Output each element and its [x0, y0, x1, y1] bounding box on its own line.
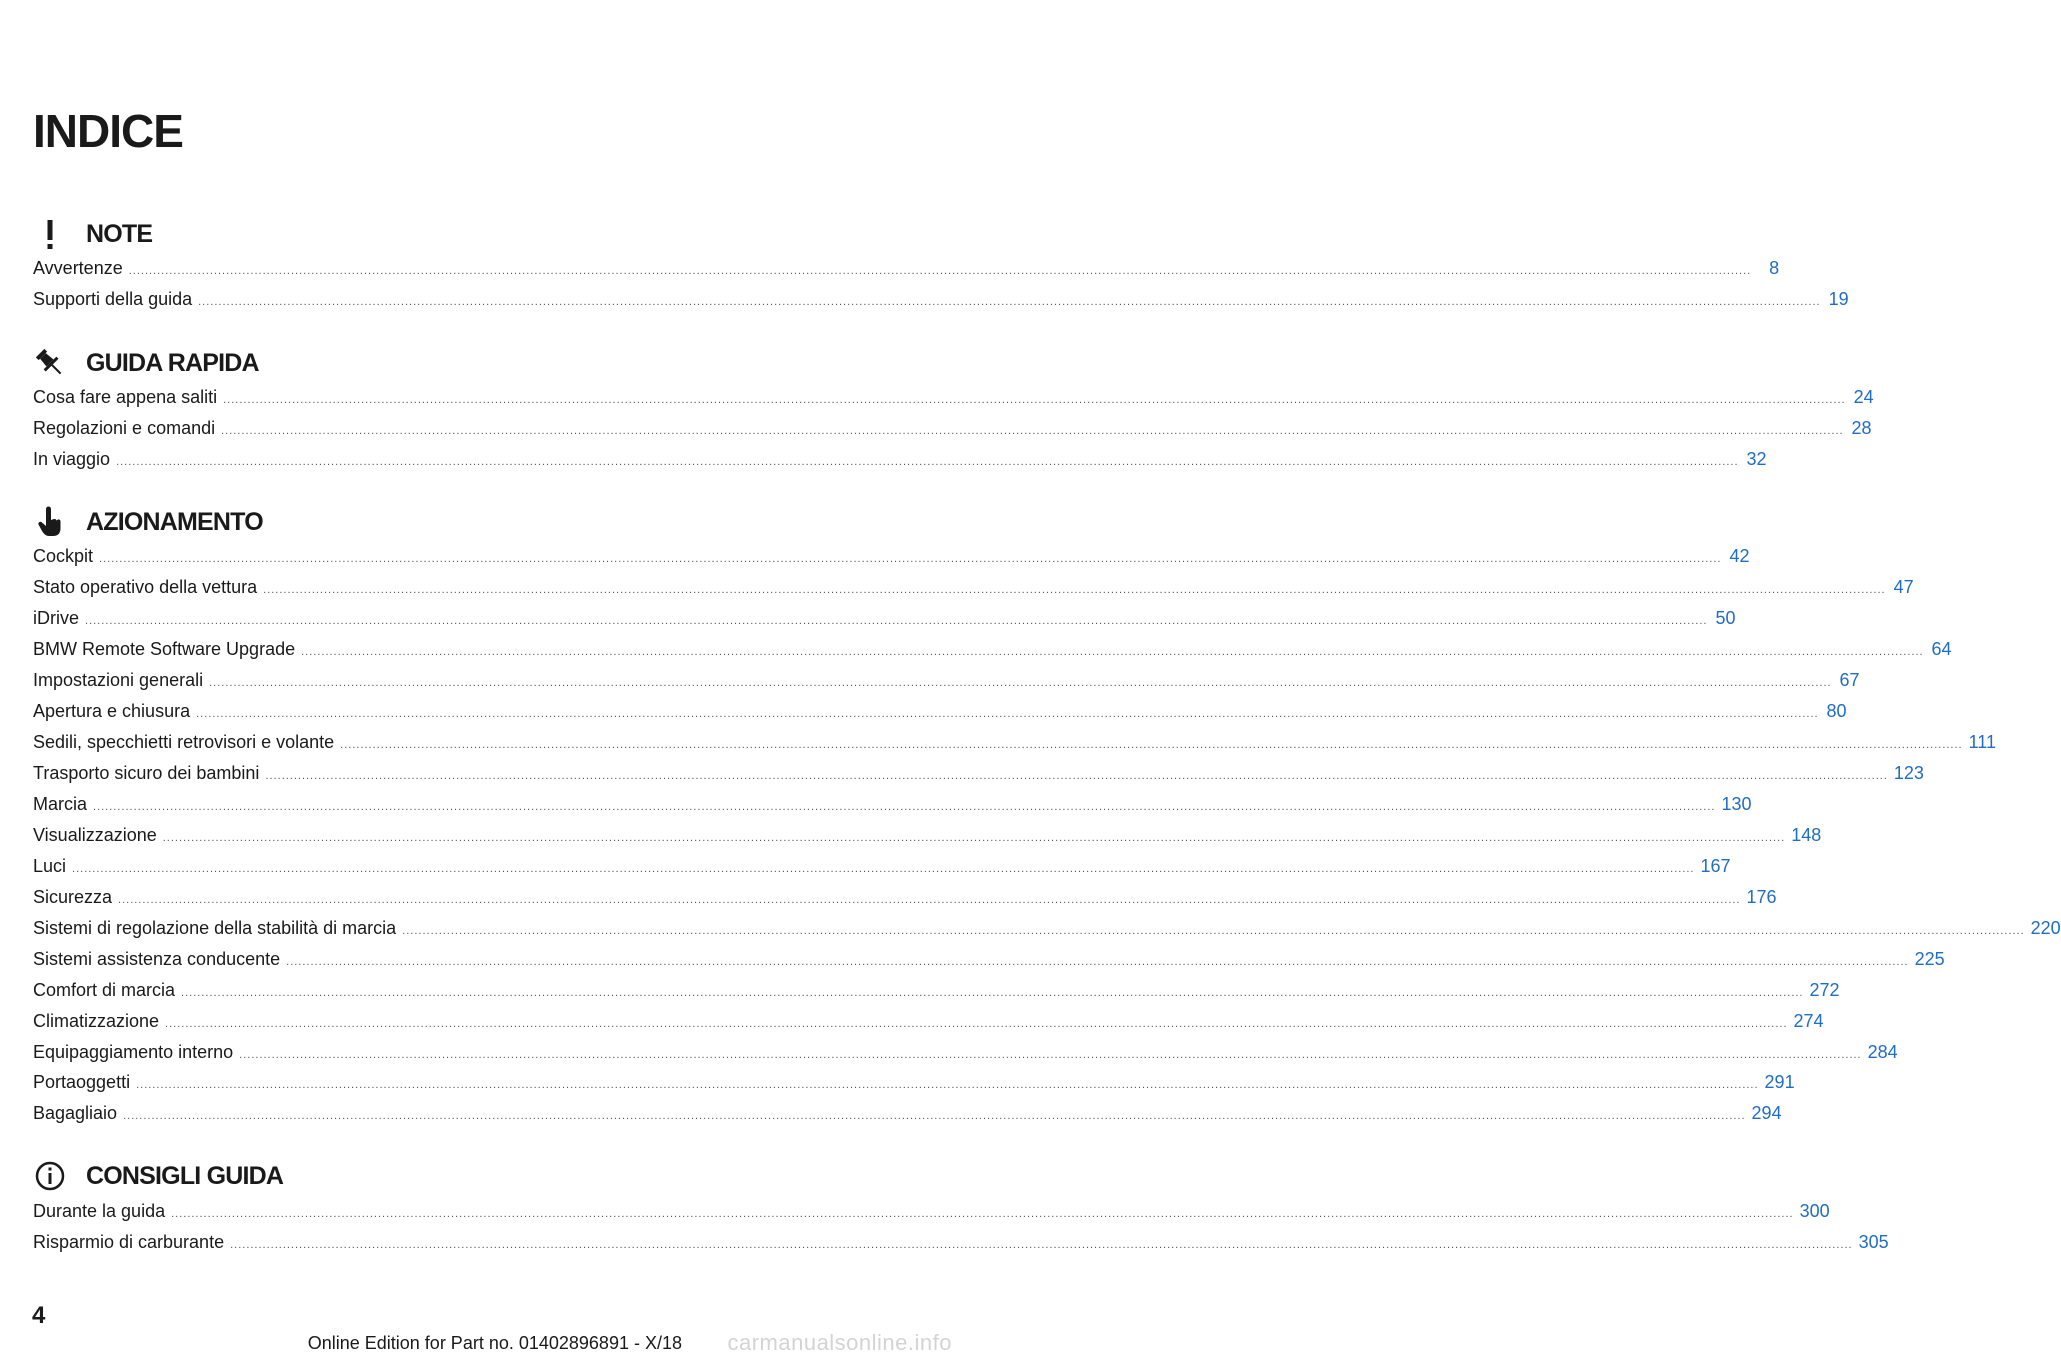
toc-entry[interactable] — [33, 701, 1847, 725]
toc-page-link[interactable]: 284 — [1867, 1042, 1898, 1062]
toc-entry[interactable] — [33, 794, 1752, 818]
toc-entry[interactable] — [33, 1042, 1898, 1066]
toc-page-link[interactable]: 272 — [1809, 980, 1840, 1000]
toc-entry[interactable] — [33, 546, 1750, 570]
toc-entry-title: Avvertenze — [33, 258, 123, 278]
toc-page-link[interactable]: 300 — [1799, 1201, 1830, 1221]
dot-leader: ................................................................................................................................................................................................................................................................................................................................................................................................................ — [340, 739, 1963, 751]
toc-entry-title: Stato operativo della vettura — [33, 577, 258, 597]
dot-leader: ................................................................................................................................................................................................................................................................................................................................................................................................................ — [118, 894, 1741, 906]
toc-entry[interactable] — [33, 639, 1952, 663]
toc-entry[interactable] — [33, 763, 1924, 787]
toc-entry[interactable] — [33, 1201, 1830, 1225]
dot-leader: ................................................................................................................................................................................................................................................................................................................................................................................................................ — [223, 394, 1846, 406]
dot-leader: ................................................................................................................................................................................................................................................................................................................................................................................................................ — [181, 987, 1804, 999]
toc-entry[interactable] — [33, 608, 1736, 632]
toc-entry-title: Sedili, specchietti retrovisori e volante — [33, 732, 335, 752]
toc-entry-title: Comfort di marcia — [33, 980, 176, 1000]
dot-leader: ................................................................................................................................................................................................................................................................................................................................................................................................................ — [198, 296, 1821, 308]
toc-entry-title: Sistemi di regolazione della stabilità di marcia — [33, 918, 397, 938]
info-circle-icon — [33, 1159, 67, 1193]
pin-icon — [33, 346, 67, 380]
toc-page-link[interactable]: 123 — [1893, 763, 1924, 783]
dot-leader: ................................................................................................................................................................................................................................................................................................................................................................................................................ — [123, 1110, 1746, 1122]
toc-page-link[interactable]: 305 — [1858, 1232, 1889, 1252]
toc-entry[interactable] — [33, 449, 1767, 473]
toc-entry-title: Sistemi assistenza conducente — [33, 949, 281, 969]
toc-page-link[interactable]: 294 — [1751, 1103, 1782, 1123]
section-heading — [33, 343, 259, 383]
toc-page-link[interactable]: 148 — [1791, 825, 1822, 845]
dot-leader: ................................................................................................................................................................................................................................................................................................................................................................................................................ — [209, 677, 1832, 689]
toc-entry[interactable] — [33, 289, 1849, 313]
toc-entry[interactable] — [33, 1232, 1889, 1256]
toc-entry-title: Visualizzazione — [33, 825, 157, 845]
toc-page-link[interactable]: 64 — [1931, 639, 1952, 659]
toc-entry-title: Equipaggiamento interno — [33, 1042, 234, 1062]
toc-entry-title: Climatizzazione — [33, 1011, 160, 1031]
page-title: INDICE — [33, 105, 183, 157]
toc-entry[interactable] — [33, 1011, 1824, 1035]
toc-entry-title: Luci — [33, 856, 67, 876]
toc-page-link[interactable]: 42 — [1729, 546, 1750, 566]
toc-page-link[interactable]: 220 — [2030, 918, 2061, 938]
toc-entry-title: Apertura e chiusura — [33, 701, 191, 721]
toc-entry-title: BMW Remote Software Upgrade — [33, 639, 296, 659]
toc-page-link[interactable]: 130 — [1721, 794, 1752, 814]
section-label: CONSIGLI GUIDA — [86, 1161, 284, 1190]
toc-page-link[interactable]: 19 — [1828, 289, 1849, 309]
toc-page-link[interactable]: 67 — [1839, 670, 1860, 690]
toc-page-link[interactable]: 32 — [1746, 449, 1767, 469]
toc-entry-title: iDrive — [33, 608, 80, 628]
toc-entry[interactable] — [33, 1103, 1782, 1127]
dot-leader: ................................................................................................................................................................................................................................................................................................................................................................................................................ — [239, 1049, 1862, 1061]
toc-entry-title: In viaggio — [33, 449, 111, 469]
section-heading — [33, 214, 152, 254]
toc-entry-title: Trasporto sicuro dei bambini — [33, 763, 260, 783]
section-label: AZIONAMENTO — [86, 507, 263, 536]
dot-leader: ................................................................................................................................................................................................................................................................................................................................................................................................................ — [136, 1079, 1759, 1091]
dot-leader: ................................................................................................................................................................................................................................................................................................................................................................................................................ — [196, 708, 1819, 720]
toc-entry[interactable] — [33, 258, 1780, 282]
section-heading — [33, 1156, 283, 1196]
toc-entry-title: Sicurezza — [33, 887, 113, 907]
toc-page-link[interactable]: 225 — [1914, 949, 1945, 969]
toc-entry[interactable] — [33, 670, 1860, 694]
toc-page-link[interactable]: 111 — [1968, 732, 1996, 752]
toc-page-link[interactable]: 291 — [1764, 1072, 1795, 1092]
toc-entry[interactable] — [33, 732, 1996, 756]
footer-edition-text: Online Edition for Part no. 01402896891 - X/18 — [307, 1333, 682, 1353]
toc-entry[interactable] — [33, 825, 1822, 849]
toc-entry[interactable] — [33, 918, 2061, 942]
dot-leader: ................................................................................................................................................................................................................................................................................................................................................................................................................ — [286, 956, 1909, 968]
toc-page-link[interactable]: 167 — [1700, 856, 1731, 876]
dot-leader: ................................................................................................................................................................................................................................................................................................................................................................................................................ — [171, 1208, 1794, 1220]
dot-leader: ................................................................................................................................................................................................................................................................................................................................................................................................................ — [93, 801, 1716, 813]
toc-page-link[interactable]: 8 — [1769, 258, 1780, 278]
toc-page-link[interactable]: 28 — [1851, 418, 1872, 438]
dot-leader: ................................................................................................................................................................................................................................................................................................................................................................................................................ — [116, 456, 1739, 468]
toc-page-link[interactable]: 176 — [1746, 887, 1777, 907]
page-number: 4 — [32, 1302, 46, 1329]
dot-leader: ................................................................................................................................................................................................................................................................................................................................................................................................................ — [230, 1239, 1853, 1251]
toc-entry-title: Bagagliaio — [33, 1103, 118, 1123]
section-label: GUIDA RAPIDA — [86, 348, 259, 377]
toc-page-link[interactable]: 24 — [1853, 387, 1874, 407]
toc-entry-title: Cockpit — [33, 546, 94, 566]
hand-pointer-icon — [33, 505, 67, 539]
dot-leader: ................................................................................................................................................................................................................................................................................................................................................................................................................ — [402, 925, 2025, 937]
dot-leader: ................................................................................................................................................................................................................................................................................................................................................................................................................ — [72, 863, 1695, 875]
dot-leader: ................................................................................................................................................................................................................................................................................................................................................................................................................ — [221, 425, 1844, 437]
toc-entry-title: Impostazioni generali — [33, 670, 204, 690]
toc-page-link[interactable]: 47 — [1893, 577, 1914, 597]
toc-entry-title: Supporti della guida — [33, 289, 193, 309]
dot-leader: ................................................................................................................................................................................................................................................................................................................................................................................................................ — [85, 615, 1708, 627]
toc-entry[interactable] — [33, 1072, 1795, 1096]
exclamation-icon — [33, 217, 67, 251]
section-label: NOTE — [86, 219, 153, 248]
dot-leader: ................................................................................................................................................................................................................................................................................................................................................................................................................ — [99, 553, 1722, 565]
dot-leader: ................................................................................................................................................................................................................................................................................................................................................................................................................ — [263, 584, 1886, 596]
toc-entry[interactable] — [33, 887, 1777, 911]
toc-entry[interactable] — [33, 418, 1872, 442]
toc-entry-title: Risparmio di carburante — [33, 1232, 225, 1252]
dot-leader: ................................................................................................................................................................................................................................................................................................................................................................................................................ — [162, 832, 1786, 844]
toc-entry-title: Durante la guida — [33, 1201, 166, 1221]
toc-page-link[interactable]: 80 — [1826, 701, 1847, 721]
toc-entry[interactable] — [33, 856, 1731, 880]
toc-entry-title: Portaoggetti — [33, 1072, 131, 1092]
toc-entry[interactable] — [33, 577, 1914, 601]
toc-entry-title: Cosa fare appena saliti — [33, 387, 218, 407]
toc-entry[interactable] — [33, 387, 1874, 411]
dot-leader: ................................................................................................................................................................................................................................................................................................................................................................................................................ — [301, 646, 1924, 658]
toc-entry-title: Regolazioni e comandi — [33, 418, 216, 438]
dot-leader: ................................................................................................................................................................................................................................................................................................................................................................................................................ — [265, 770, 1888, 782]
toc-entry[interactable] — [33, 980, 1840, 1004]
toc-entry-title: Marcia — [33, 794, 88, 814]
toc-entry[interactable] — [33, 949, 1945, 973]
toc-page-link[interactable]: 50 — [1715, 608, 1736, 628]
section-heading — [33, 502, 263, 542]
dot-leader: ................................................................................................................................................................................................................................................................................................................................................................................................................ — [128, 265, 1752, 277]
toc-page-link[interactable]: 274 — [1793, 1011, 1824, 1031]
dot-leader: ................................................................................................................................................................................................................................................................................................................................................................................................................ — [165, 1018, 1788, 1030]
watermark: carmanualsonline.info — [727, 1330, 952, 1355]
